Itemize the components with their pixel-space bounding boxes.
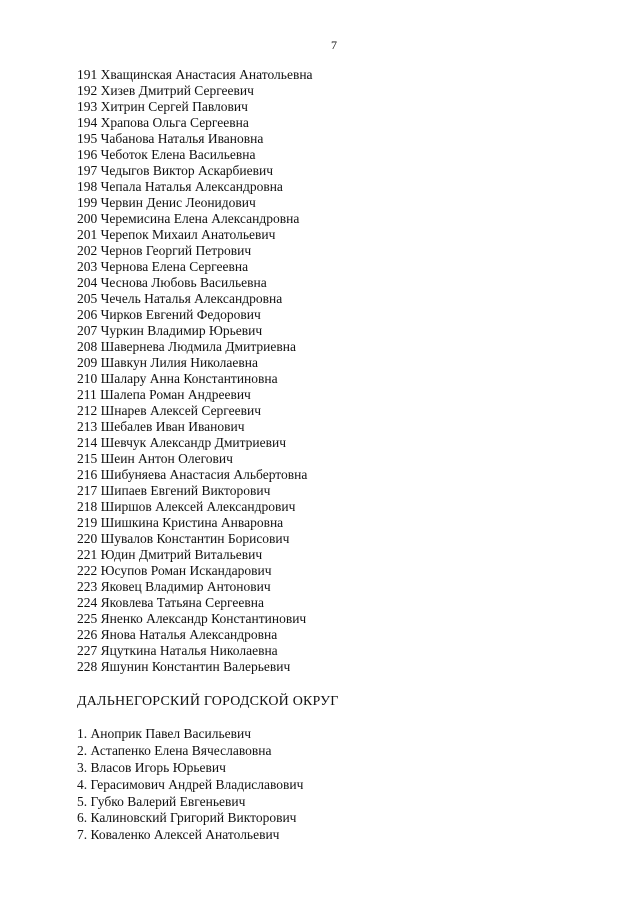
list-item: 199 Червин Денис Леонидович	[77, 195, 256, 210]
list-item: 205 Чечель Наталья Александровна	[77, 291, 283, 306]
list-item: 3. Власов Игорь Юрьевич	[77, 759, 226, 775]
list-item: 192 Хизев Дмитрий Сергеевич	[77, 83, 254, 98]
list-item: 4. Герасимович Андрей Владиславович	[77, 776, 304, 792]
list-item: 215 Шеин Антон Олегович	[77, 451, 233, 466]
list-item: 195 Чабанова Наталья Ивановна	[77, 131, 264, 146]
names-list	[77, 67, 313, 675]
list-item: 208 Шавернева Людмила Дмитриевна	[77, 339, 296, 354]
section-heading: ДАЛЬНЕГОРСКИЙ ГОРОДСКОЙ ОКРУГ	[77, 694, 339, 709]
list-item: 201 Черепок Михаил Анатольевич	[77, 227, 276, 242]
list-item: 224 Яковлева Татьяна Сергеевна	[77, 595, 264, 610]
list-item: 225 Яненко Александр Константинович	[77, 611, 307, 626]
list-item: 191 Хващинская Анастасия Анатольевна	[77, 67, 313, 82]
list-item: 217 Шипаев Евгений Викторович	[77, 483, 271, 498]
list-item: 6. Калиновский Григорий Викторович	[77, 810, 297, 826]
list-item: 193 Хитрин Сергей Павлович	[77, 99, 248, 114]
list-item: 219 Шишкина Кристина Анваровна	[77, 515, 284, 530]
list-item: 210 Шалару Анна Константиновна	[77, 371, 278, 386]
list-item: 226 Янова Наталья Александровна	[77, 627, 278, 642]
list-item: 227 Яцуткина Наталья Николаевна	[77, 643, 278, 658]
list-item: 1. Аноприк Павел Васильевич	[77, 726, 251, 741]
list-item: 196 Чеботок Елена Васильевна	[77, 147, 256, 162]
list-item: 207 Чуркин Владимир Юрьевич	[77, 323, 263, 338]
list-item: 204 Чеснова Любовь Васильевна	[77, 275, 267, 290]
list-item: 194 Храпова Ольга Сергеевна	[77, 115, 249, 130]
page-number: 7	[331, 38, 337, 52]
list-item: 216 Шибуняева Анастасия Альбертовна	[77, 467, 308, 482]
list-item: 212 Шнарев Алексей Сергеевич	[77, 403, 262, 418]
list-item: 222 Юсупов Роман Искандарович	[77, 563, 272, 578]
list-item: 214 Шевчук Александр Дмитриевич	[77, 435, 287, 450]
list-item: 200 Черемисина Елена Александровна	[77, 211, 300, 226]
list-item: 2. Астапенко Елена Вячеславовна	[77, 742, 272, 758]
list-item: 202 Чернов Георгий Петрович	[77, 243, 252, 258]
list-item: 7. Коваленко Алексей Анатольевич	[77, 827, 280, 843]
list-item: 5. Губко Валерий Евгеньевич	[77, 793, 246, 809]
list-item: 228 Яшунин Константин Валерьевич	[77, 659, 291, 674]
list-item: 206 Чирков Евгений Федорович	[77, 307, 261, 322]
list-item: 220 Шувалов Константин Борисович	[77, 531, 290, 546]
list-item: 211 Шалепа Роман Андреевич	[77, 387, 251, 402]
list-item: 197 Чедыгов Виктор Аскарбиевич	[77, 163, 274, 178]
list-item: 223 Яковец Владимир Антонович	[77, 579, 271, 594]
list-item: 221 Юдин Дмитрий Витальевич	[77, 547, 263, 562]
list-item: 213 Шебалев Иван Иванович	[77, 419, 245, 434]
list-item: 198 Чепала Наталья Александровна	[77, 179, 283, 194]
list-item: 218 Ширшов Алексей Александрович	[77, 499, 296, 514]
list-item: 209 Шавкун Лилия Николаевна	[77, 355, 258, 370]
district-names-list	[77, 726, 303, 844]
list-item: 203 Чернова Елена Сергеевна	[77, 259, 249, 274]
